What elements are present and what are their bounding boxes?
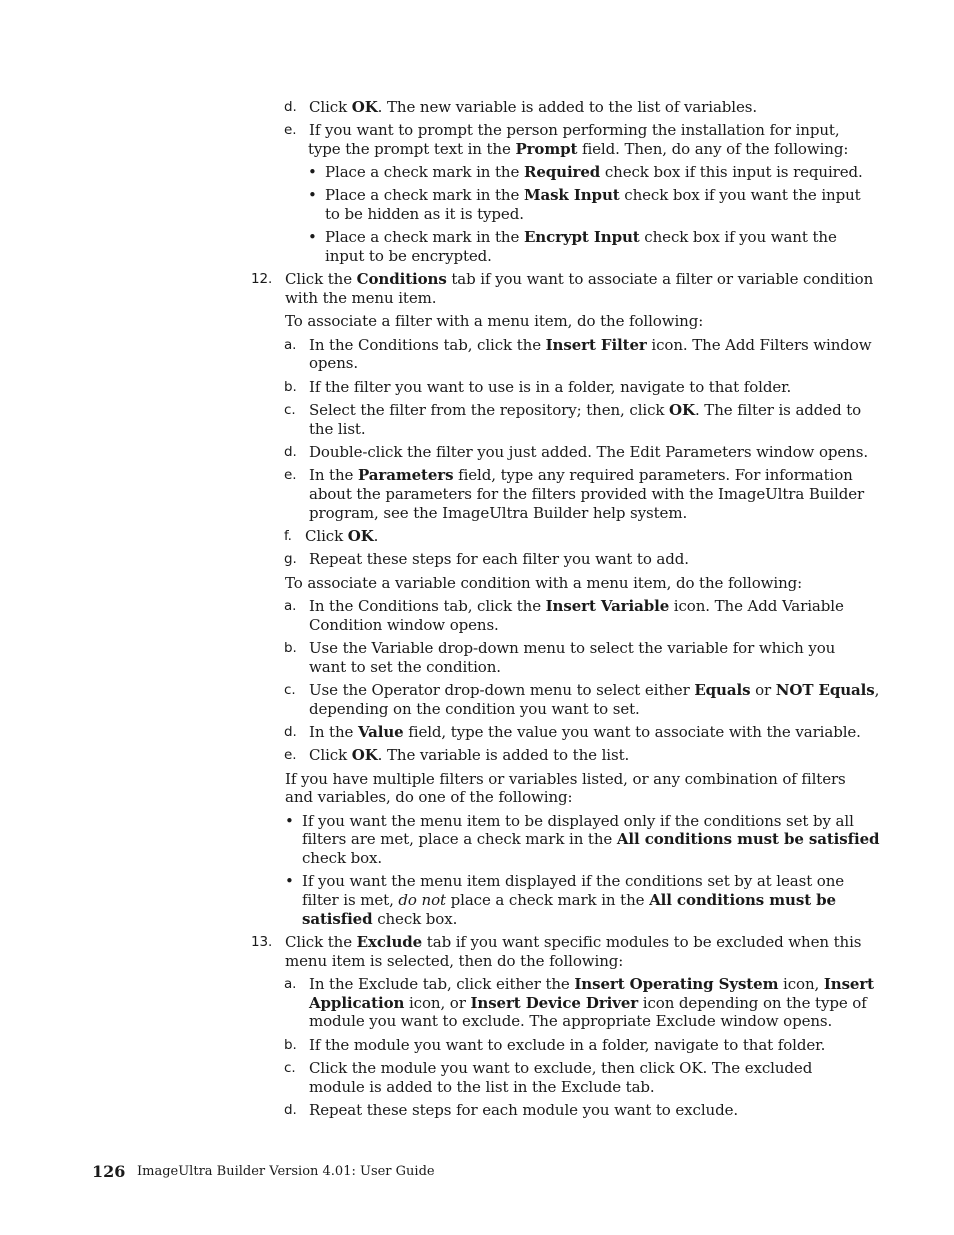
- list-marker: b.: [284, 640, 297, 656]
- list-marker: d.: [284, 1102, 297, 1118]
- bold-term: Exclude: [356, 933, 423, 951]
- list-marker: 13.: [251, 934, 273, 950]
- text-line: with the menu item.: [285, 289, 437, 307]
- list-marker: b.: [284, 1037, 297, 1053]
- text-line: opens.: [309, 354, 359, 372]
- text-line: Double-click the filter you just added. The Edit Parameters window opens.: [309, 443, 868, 461]
- text-line: Use the Operator drop-down menu to select either Equals or NOT Equals,: [309, 681, 880, 699]
- list-marker: c.: [284, 1060, 296, 1076]
- text-line: Place a check mark in the Required check box if this input is required.: [325, 163, 863, 181]
- bold-term: Insert Device Driver: [470, 994, 639, 1012]
- bold-term: Insert Filter: [545, 336, 647, 354]
- list-marker: c.: [284, 402, 296, 418]
- text-line: Select the filter from the repository; then, click OK. The filter is added to: [309, 401, 862, 419]
- bold-term: Mask Input: [523, 186, 620, 204]
- text-line: If you want the menu item to be displayed only if the conditions set by all: [302, 812, 854, 830]
- bullet-marker: •: [308, 163, 317, 181]
- text-line: module is added to the list in the Exclude tab.: [309, 1078, 655, 1096]
- text-line: In the Value field, type the value you want to associate with the variable.: [309, 723, 861, 741]
- bold-term: All conditions must be: [649, 891, 836, 909]
- list-marker: d.: [284, 724, 297, 740]
- text-line: input to be encrypted.: [325, 247, 492, 265]
- text-line: to be hidden as it is typed.: [325, 205, 524, 223]
- bold-term: All conditions must be satisfied: [616, 830, 880, 848]
- text-line: Click OK. The new variable is added to the list of variables.: [309, 98, 758, 116]
- text-line: and variables, do one of the following:: [285, 788, 573, 806]
- text-line: Click the Conditions tab if you want to associate a filter or variable condition: [285, 270, 874, 288]
- page-number: 126: [92, 1162, 126, 1181]
- italic-term: do not: [398, 891, 446, 909]
- text-line: To associate a filter with a menu item, do the following:: [285, 312, 704, 330]
- list-marker: e.: [284, 747, 297, 763]
- list-marker: e.: [284, 122, 297, 138]
- text-line: In the Parameters field, type any required parameters. For information: [309, 466, 853, 484]
- running-footer-title: ImageUltra Builder Version 4.01: User Guide: [137, 1164, 435, 1179]
- text-line: filter is met, do not place a check mark in the All conditions must be: [302, 891, 836, 909]
- list-marker: g.: [284, 551, 297, 567]
- text-line: To associate a variable condition with a menu item, do the following:: [285, 574, 803, 592]
- bold-term: Application: [309, 994, 405, 1012]
- text-line: In the Conditions tab, click the Insert Variable icon. The Add Variable: [309, 597, 844, 615]
- bold-term: Equals: [694, 681, 751, 699]
- bullet-marker: •: [308, 228, 317, 246]
- bold-term: satisfied: [302, 910, 373, 928]
- bold-term: Required: [523, 163, 601, 181]
- text-line: In the Conditions tab, click the Insert Filter icon. The Add Filters window: [309, 336, 872, 354]
- list-marker: f.: [284, 528, 292, 544]
- bold-term: OK: [347, 527, 374, 545]
- list-marker: 12.: [251, 271, 273, 287]
- list-marker: c.: [284, 682, 296, 698]
- text-line: Repeat these steps for each module you want to exclude.: [309, 1101, 739, 1119]
- text-line: Place a check mark in the Encrypt Input check box if you want the: [325, 228, 837, 246]
- text-line: module you want to exclude. The appropriate Exclude window opens.: [309, 1012, 833, 1030]
- bold-term: Parameters: [358, 466, 454, 484]
- text-line: program, see the ImageUltra Builder help system.: [309, 504, 688, 522]
- text-line: If you want to prompt the person performing the installation for input,: [309, 121, 840, 139]
- text-line: filters are met, place a check mark in the All conditions must be satisfied: [302, 830, 880, 848]
- text-line: If you want the menu item displayed if the conditions set by at least one: [302, 872, 845, 890]
- bold-term: OK: [351, 98, 378, 116]
- text-line: check box.: [302, 849, 383, 867]
- list-marker: a.: [284, 598, 297, 614]
- bold-term: Encrypt Input: [523, 228, 640, 246]
- list-marker: a.: [284, 976, 297, 992]
- text-line: Click OK. The variable is added to the list.: [309, 746, 630, 764]
- list-marker: b.: [284, 379, 297, 395]
- text-line: Click the Exclude tab if you want specific modules to be excluded when this: [285, 933, 862, 951]
- bold-term: Insert Operating System: [574, 975, 779, 993]
- bold-term: OK: [669, 401, 695, 419]
- text-line: Use the Variable drop-down menu to select the variable for which you: [309, 639, 836, 657]
- bullet-marker: •: [285, 872, 294, 890]
- text-line: the list.: [309, 420, 366, 438]
- bold-term: NOT Equals: [775, 681, 875, 699]
- list-marker: a.: [284, 337, 297, 353]
- bold-term: Conditions: [356, 270, 447, 288]
- bold-term: Value: [358, 723, 404, 741]
- text-line: menu item is selected, then do the following:: [285, 952, 624, 970]
- bold-term: Prompt: [515, 140, 578, 158]
- text-line: Click the module you want to exclude, then click OK. The excluded: [309, 1059, 813, 1077]
- text-line: Application icon, or Insert Device Driver icon depending on the type of: [309, 994, 867, 1012]
- text-line: If you have multiple filters or variables listed, or any combination of filters: [285, 770, 846, 788]
- list-marker: d.: [284, 444, 297, 460]
- text-line: Repeat these steps for each filter you want to add.: [309, 550, 689, 568]
- text-line: about the parameters for the filters provided with the ImageUltra Builder: [309, 485, 865, 503]
- bullet-marker: •: [308, 186, 317, 204]
- list-marker: d.: [284, 99, 297, 115]
- text-line: If the module you want to exclude in a folder, navigate to that folder.: [309, 1036, 826, 1054]
- text-line: Click OK.: [305, 527, 379, 545]
- text-line: want to set the condition.: [309, 658, 501, 676]
- bold-term: OK: [351, 746, 378, 764]
- text-line: type the prompt text in the Prompt field. Then, do any of the following:: [308, 140, 849, 158]
- text-line: satisfied check box.: [302, 910, 458, 928]
- bold-term: Insert Variable: [545, 597, 670, 615]
- text-line: If the filter you want to use is in a folder, navigate to that folder.: [309, 378, 792, 396]
- bullet-marker: •: [285, 812, 294, 830]
- text-line: Place a check mark in the Mask Input check box if you want the input: [325, 186, 861, 204]
- list-marker: e.: [284, 467, 297, 483]
- text-line: depending on the condition you want to set.: [309, 700, 640, 718]
- text-line: In the Exclude tab, click either the Insert Operating System icon, Insert: [309, 975, 875, 993]
- bold-term: Insert: [823, 975, 875, 993]
- text-line: Condition window opens.: [309, 616, 499, 634]
